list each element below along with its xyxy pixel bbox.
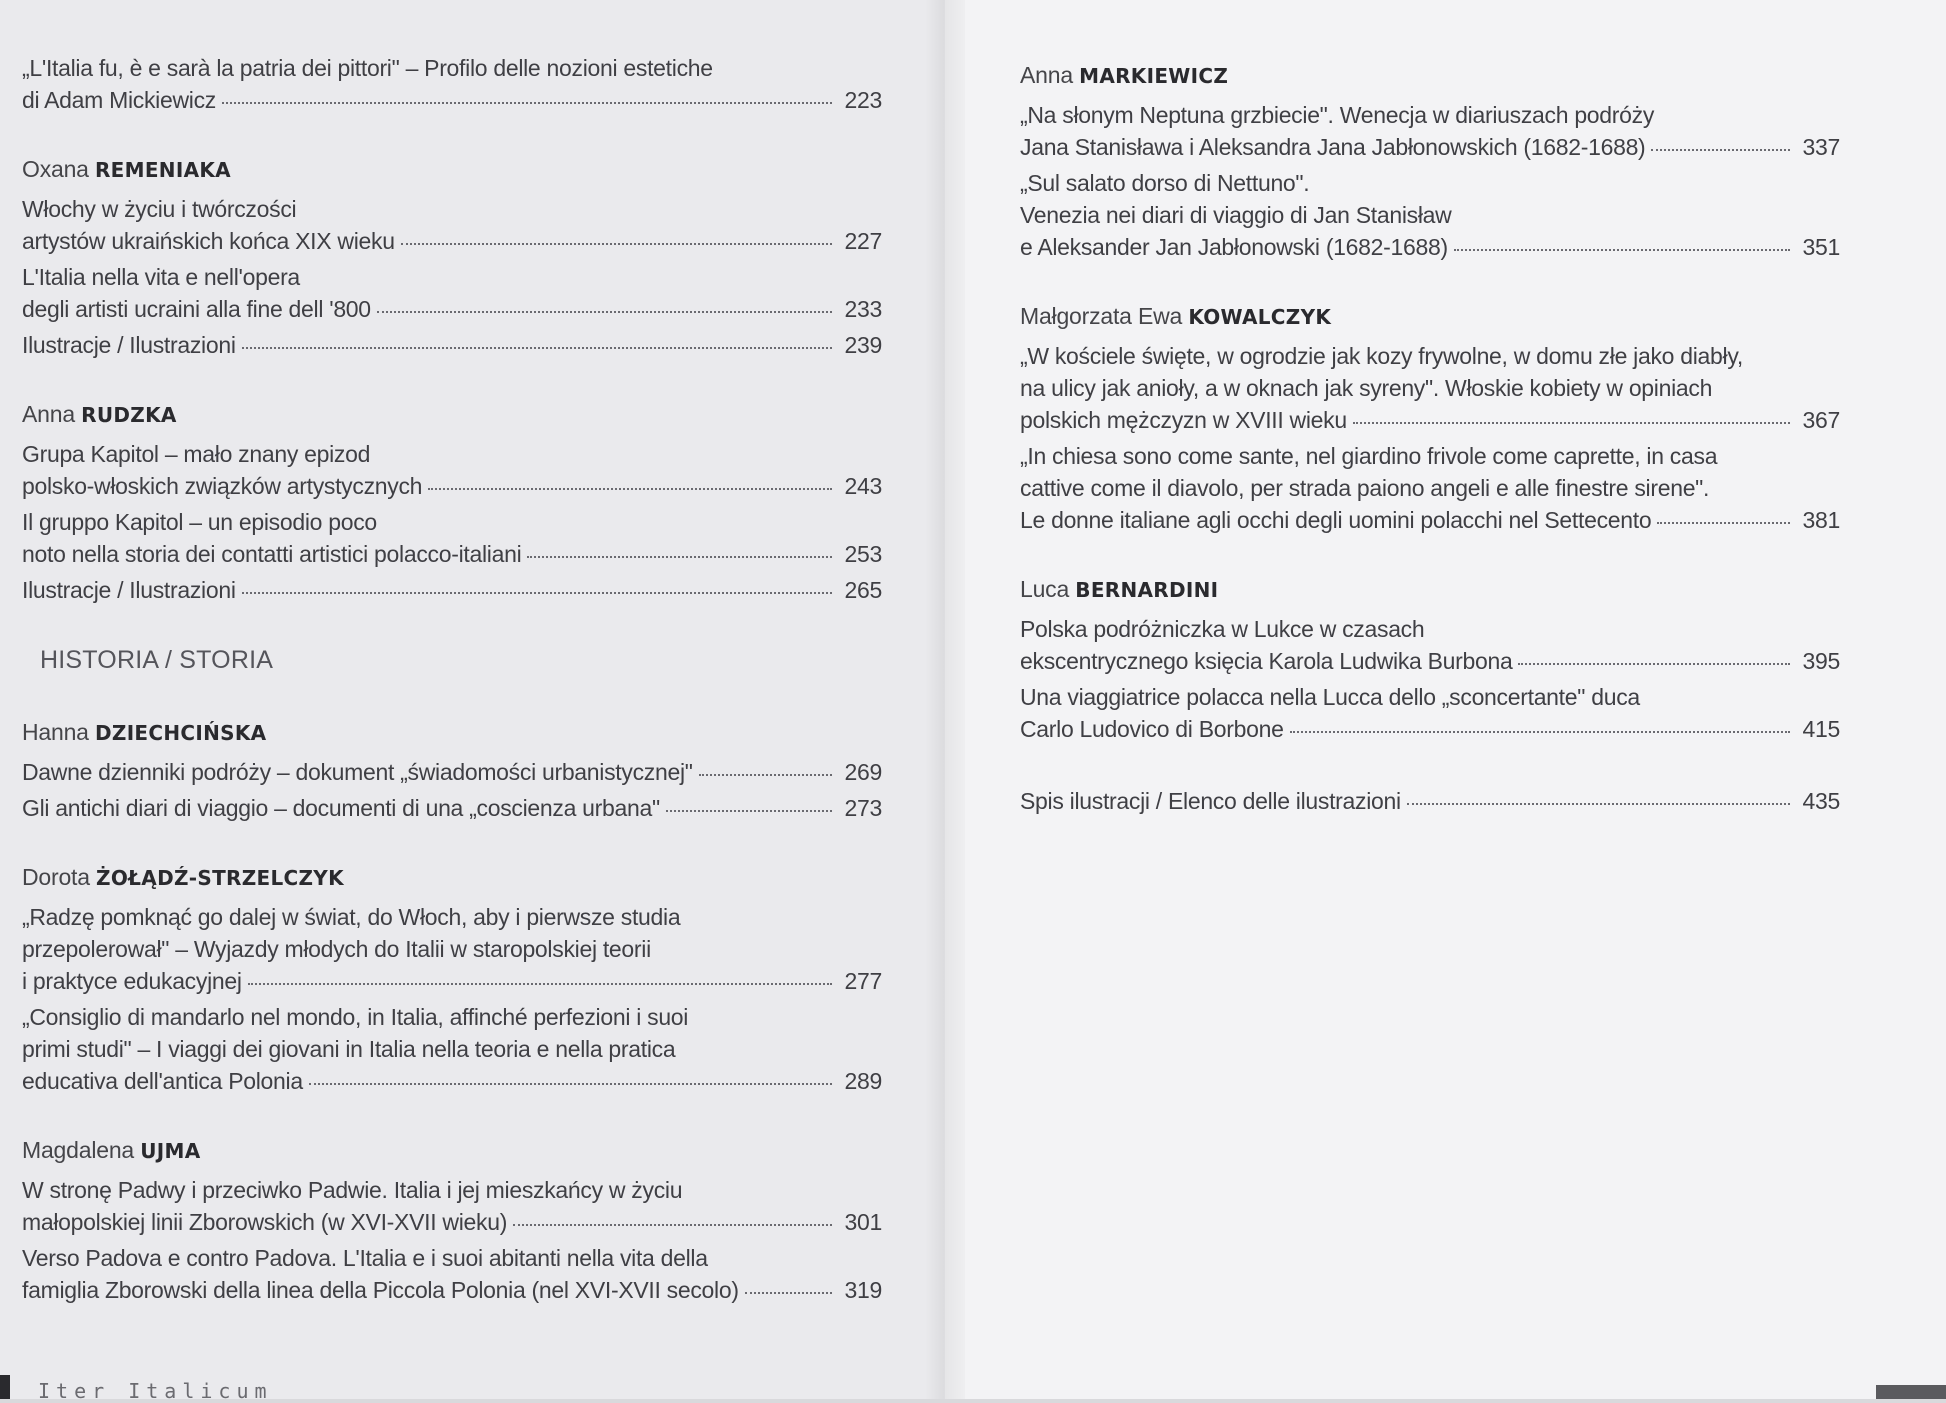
category-heading: HISTORIA / STORIA: [40, 646, 274, 674]
left-toc-column: [22, 52, 882, 1346]
author-surname: UJMA: [140, 1139, 201, 1163]
entry-last-line: [22, 1206, 882, 1238]
entry-title-line: e Aleksander Jan Jabłonowski (1682-1688): [1020, 234, 1448, 260]
author-surname: RUDZKA: [81, 403, 177, 427]
entry-title-line: famiglia Zborowski della linea della Piccola Polonia (nel XVI-XVII secolo): [22, 1277, 739, 1303]
dot-leader: [242, 592, 832, 594]
author-surname: ŻOŁĄDŹ-STRZELCZYK: [96, 866, 344, 890]
entry-title-line: primi studi" – I viaggi dei giovani in Italia nella teoria e nella pratica: [22, 1036, 676, 1062]
author-name: [22, 1137, 882, 1164]
author-name: [22, 156, 882, 183]
toc-entry: [22, 1001, 882, 1097]
entry-title-line: noto nella storia dei contatti artistici polacco-italiani: [22, 541, 522, 567]
entry-title-line: W stronę Padwy i przeciwko Padwie. Italia i jej mieszkańcy w życiu: [22, 1177, 683, 1203]
page-number: 381: [1802, 507, 1840, 533]
book-gutter: [925, 0, 965, 1399]
entry-title-line: polskich mężczyzn w XVIII wieku: [1020, 407, 1347, 433]
author-name: [1020, 62, 1840, 89]
entry-last-line: [1020, 404, 1840, 436]
page-number: 415: [1802, 716, 1840, 742]
entry-title-line: Ilustracje / Ilustrazioni: [22, 332, 236, 358]
dot-leader: [527, 556, 832, 558]
entry-title-line: educativa dell'antica Polonia: [22, 1068, 303, 1094]
toc-entry: [22, 261, 882, 325]
running-footer: Iter Italicum: [38, 1379, 273, 1403]
author-surname: DZIECHCIŃSKA: [94, 721, 267, 745]
entry-title-line: przepolerował" – Wyjazdy młodych do Italii w staropolskiej teorii: [22, 936, 651, 962]
entry-title-line: degli artisti ucraini alla fine dell '800: [22, 296, 371, 322]
author-surname: MARKIEWICZ: [1079, 64, 1229, 88]
entry-last-line: [22, 1274, 882, 1306]
page-number: 395: [1802, 648, 1840, 674]
entry-last-line: [22, 538, 882, 570]
page-number: 301: [844, 1209, 882, 1235]
entry-title-line: i praktyce edukacyjnej: [22, 968, 242, 994]
author-section: [22, 1137, 882, 1306]
entry-title-line: polsko-włoskich związków artystycznych: [22, 473, 423, 499]
author-surname: KOWALCZYK: [1188, 305, 1332, 329]
entry-title-line: „Consiglio di mandarlo nel mondo, in Italia, affinché perfezioni i suoi: [22, 1004, 689, 1030]
entry-title-line: di Adam Mickiewicz: [22, 87, 216, 113]
page-number: 223: [844, 87, 882, 113]
author-section: [1020, 62, 1840, 263]
dot-leader: [1454, 249, 1790, 251]
entry-title-line: „Radzę pomknąć go dalej w świat, do Włoch, aby i pierwsze studia: [22, 904, 681, 930]
entry-title-line: Grupa Kapitol – mało znany epizod: [22, 441, 371, 467]
entry-title-line: Jana Stanisława i Aleksandra Jana Jabłonowskich (1682-1688): [1020, 134, 1646, 160]
toc-entry: [22, 792, 882, 824]
entry-title-line: Polska podróżniczka w Lukce w czasach: [1020, 616, 1425, 642]
entry-last-line: [1020, 131, 1840, 163]
dot-leader: [1651, 149, 1790, 151]
entry-title-line: artystów ukraińskich końca XIX wieku: [22, 228, 395, 254]
final-section: [1020, 785, 1840, 817]
page-corner-mark: [1876, 1385, 1946, 1399]
author-section: [1020, 303, 1840, 536]
entry-last-line: [22, 792, 882, 824]
entry-title-line: Le donne italiane agli occhi degli uomini polacchi nel Settecento: [1020, 507, 1652, 533]
toc-entry: [22, 52, 882, 116]
toc-entry: [1020, 681, 1840, 745]
entry-title-line: „L'Italia fu, è e sarà la patria dei pittori" – Profilo delle nozioni estetiche: [22, 55, 713, 81]
page-number: 277: [844, 968, 882, 994]
author-name: [1020, 576, 1840, 603]
entry-last-line: [1020, 713, 1840, 745]
page-number: 243: [844, 473, 882, 499]
entry-title-line: cattive come il diavolo, per strada paiono angeli e alle finestre sirene".: [1020, 475, 1710, 501]
entry-title-line: „Na słonym Neptuna grzbiecie". Wenecja w diariuszach podróży: [1020, 102, 1655, 128]
entry-title-line: Carlo Ludovico di Borbone: [1020, 716, 1284, 742]
author-first-name: Małgorzata Ewa: [1020, 303, 1183, 329]
entry-title-line: Ilustracje / Ilustrazioni: [22, 577, 236, 603]
author-section: [22, 156, 882, 361]
dot-leader: [745, 1292, 832, 1294]
toc-entry: [22, 756, 882, 788]
author-name: [1020, 303, 1840, 330]
page-number: 351: [1802, 234, 1840, 260]
author-surname: BERNARDINI: [1075, 578, 1219, 602]
toc-entry: [22, 329, 882, 361]
page-number: 289: [844, 1068, 882, 1094]
toc-entry: [1020, 613, 1840, 677]
author-name: [22, 401, 882, 428]
entry-title-line: małopolskiej linii Zborowskich (w XVI-XVII wieku): [22, 1209, 508, 1235]
author-name: [22, 719, 882, 746]
toc-entry: [1020, 99, 1840, 163]
page-number: 253: [844, 541, 882, 567]
toc-entry: [22, 1242, 882, 1306]
page-number: 227: [844, 228, 882, 254]
author-section: [22, 719, 882, 824]
dot-leader: [309, 1083, 832, 1085]
entry-last-line: [22, 574, 882, 606]
right-toc-column: [1020, 62, 1840, 857]
author-name: [22, 864, 882, 891]
dot-leader: [242, 347, 832, 349]
dot-leader: [401, 243, 832, 245]
left-page: [0, 0, 945, 1403]
entry-title-line: Venezia nei diari di viaggio di Jan Stanisław: [1020, 202, 1452, 228]
dot-leader: [377, 311, 832, 313]
toc-entry: [1020, 340, 1840, 436]
author-first-name: Luca: [1020, 576, 1070, 602]
toc-entry: [22, 193, 882, 257]
dot-leader: [248, 983, 832, 985]
page-number: 269: [844, 759, 882, 785]
entry-title-line: Włochy w życiu i twórczości: [22, 196, 297, 222]
dot-leader: [428, 488, 832, 490]
entry-title-line: Verso Padova e contro Padova. L'Italia e i suoi abitanti nella vita della: [22, 1245, 708, 1271]
entry-last-line: [1020, 504, 1840, 536]
entry-last-line: [1020, 785, 1840, 817]
toc-entry: [1020, 167, 1840, 263]
dot-leader: [513, 1224, 832, 1226]
entry-last-line: [1020, 231, 1840, 263]
page-corner-mark: [0, 1375, 10, 1399]
toc-entry: [22, 574, 882, 606]
entry-last-line: [22, 329, 882, 361]
entry-title-line: Spis ilustracji / Elenco delle ilustrazioni: [1020, 788, 1401, 814]
dot-leader: [1353, 422, 1790, 424]
entry-last-line: [22, 84, 882, 116]
toc-entry: [22, 901, 882, 997]
author-first-name: Hanna: [22, 719, 89, 745]
toc-entry: [1020, 440, 1840, 536]
entry-title-line: na ulicy jak anioły, a w oknach jak syreny". Włoskie kobiety w opiniach: [1020, 375, 1713, 401]
entry-last-line: [22, 225, 882, 257]
toc-entry: [1020, 785, 1840, 817]
dot-leader: [1518, 663, 1790, 665]
toc-entry: [22, 438, 882, 502]
right-page: [945, 0, 1946, 1399]
entry-title-line: „Sul salato dorso di Nettuno".: [1020, 170, 1310, 196]
toc-entry: [22, 1174, 882, 1238]
author-section: [1020, 576, 1840, 745]
author-first-name: Anna: [22, 401, 75, 427]
author-section: [22, 864, 882, 1097]
entry-title-line: Una viaggiatrice polacca nella Lucca dello „sconcertante" duca: [1020, 684, 1640, 710]
page-number: 337: [1802, 134, 1840, 160]
author-first-name: Magdalena: [22, 1137, 135, 1163]
entry-last-line: [22, 1065, 882, 1097]
page-number: 239: [844, 332, 882, 358]
dot-leader: [699, 774, 832, 776]
author-surname: REMENIAKA: [94, 158, 231, 182]
entry-last-line: [22, 756, 882, 788]
entry-last-line: [22, 293, 882, 325]
dot-leader: [1407, 803, 1790, 805]
entry-title-line: Dawne dzienniki podróży – dokument „świadomości urbanistycznej": [22, 759, 693, 785]
entry-last-line: [22, 470, 882, 502]
page-number: 273: [844, 795, 882, 821]
entry-title-line: Il gruppo Kapitol – un episodio poco: [22, 509, 377, 535]
toc-entry: [22, 506, 882, 570]
entry-title-line: „W kościele święte, w ogrodzie jak kozy frywolne, w domu złe jako diabły,: [1020, 343, 1743, 369]
page-number: 435: [1802, 788, 1840, 814]
page-number: 265: [844, 577, 882, 603]
entry-title-line: ekscentrycznego księcia Karola Ludwika Burbona: [1020, 648, 1513, 674]
entry-last-line: [22, 965, 882, 997]
dot-leader: [1290, 731, 1790, 733]
dot-leader: [1657, 522, 1790, 524]
entry-title-line: L'Italia nella vita e nell'opera: [22, 264, 300, 290]
author-first-name: Anna: [1020, 62, 1073, 88]
page-number: 319: [844, 1277, 882, 1303]
entry-last-line: [1020, 645, 1840, 677]
dot-leader: [222, 102, 832, 104]
author-first-name: Dorota: [22, 864, 90, 890]
page-number: 367: [1802, 407, 1840, 433]
entry-title-line: „In chiesa sono come sante, nel giardino frivole come caprette, in casa: [1020, 443, 1718, 469]
author-first-name: Oxana: [22, 156, 89, 182]
dot-leader: [666, 810, 832, 812]
page-number: 233: [844, 296, 882, 322]
intro-section: [22, 52, 882, 116]
author-section: [22, 401, 882, 606]
entry-title-line: Gli antichi diari di viaggio – documenti di una „coscienza urbana": [22, 795, 660, 821]
